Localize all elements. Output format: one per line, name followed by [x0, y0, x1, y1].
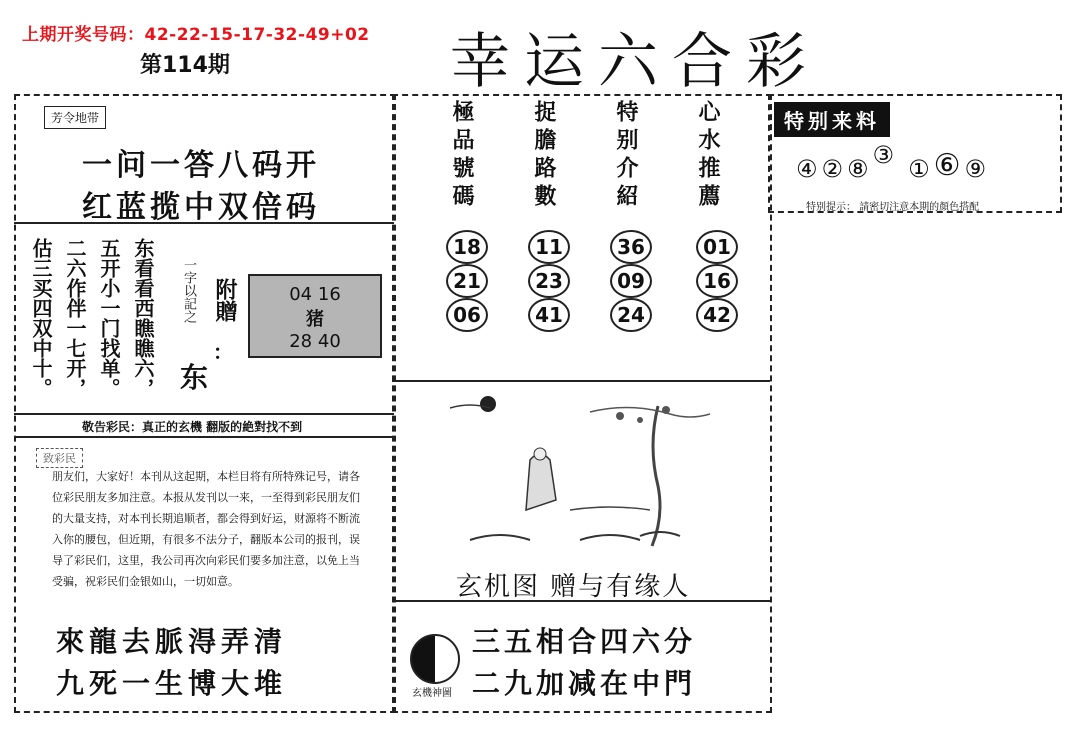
number-col-3 — [610, 230, 652, 332]
divider — [392, 380, 770, 382]
poem-col-4: 东看看西瞧瞧六， — [131, 238, 155, 398]
number-circle: 16 — [696, 264, 738, 298]
divider — [14, 413, 394, 415]
notice-stamp: 致彩民 — [36, 448, 83, 468]
bonus-char: 东 — [180, 361, 209, 394]
verse-1: 三五相合四六分 — [472, 625, 697, 658]
hint-text: 請密切注意本期的顏色搭配 — [859, 202, 980, 213]
divider — [14, 222, 394, 224]
number-circle: 18 — [446, 230, 488, 264]
poem-col-2: 二六作伴一七开， — [63, 238, 87, 398]
number-circle: 01 — [696, 230, 738, 264]
heading-col-1: 極品號碼 — [449, 100, 474, 212]
issue-number: 第114期 — [140, 53, 230, 78]
gift-row-1: 04 16 — [289, 284, 341, 305]
circled-number: ⑧ — [847, 155, 869, 183]
number-circle: 21 — [446, 264, 488, 298]
number-circle: 24 — [610, 298, 652, 332]
last-draw-label: 上期开奖号码： — [22, 25, 145, 45]
notice-paragraph: 朋友们，大家好！本刊从这起期，本栏目将有所特殊记号，请各位彩民朋友多加注意。本报从发刊以一来，一至得到彩民朋友们的大量支持，对本刊长期追顺者，都会得到好运，财源将不断流入你的腰包，但近期，有很多不法分子，翻版本公司的报刊，误导了彩民们，这里，我公司再次向彩民们要多加注意，以免上当受骗，祝彩民们金银如山，一切如意。 — [52, 470, 360, 588]
bottom-line-2: 九死一生博大堆 — [56, 667, 288, 700]
special-label: 特别来料 — [774, 102, 890, 137]
gift-row-2: 28 40 — [289, 331, 341, 352]
ink-painting — [430, 390, 730, 560]
number-circle: 23 — [528, 264, 570, 298]
bonus-label: 附贈 — [212, 278, 238, 322]
circled-number: ④ — [796, 155, 818, 183]
number-col-4 — [696, 230, 738, 332]
circled-number: ⑨ — [964, 155, 986, 183]
image-caption: 玄机图 赠与有缘人 — [456, 572, 691, 602]
last-draw-numbers: 42-22-15-17-32-49+02 — [144, 25, 370, 45]
heading-col-3: 特别介紹 — [613, 100, 638, 212]
hint — [806, 198, 979, 213]
heading-col-2: 捉膽路數 — [531, 100, 556, 212]
bonus-colon: ： — [213, 340, 233, 364]
notice-text: 敬告彩民：真正的玄機 翻版的絶對找不到 — [82, 420, 303, 434]
circled-numbers — [796, 141, 986, 183]
headline-line2: 红蓝揽中双倍码 — [82, 190, 320, 225]
number-circle: 11 — [528, 230, 570, 264]
gift-box — [248, 274, 382, 358]
hint-label: 特别提示： — [806, 202, 856, 213]
divider — [392, 600, 770, 602]
poem-col-1: 估三买四双中十。 — [29, 238, 53, 398]
heading-col-4: 心水推薦 — [695, 100, 720, 212]
number-circle: 36 — [610, 230, 652, 264]
side-note: 一字以記之 — [181, 258, 196, 323]
circled-number: ① — [908, 155, 930, 183]
moon-icon — [480, 396, 496, 412]
yin-yang-icon — [410, 634, 460, 684]
number-circle: 42 — [696, 298, 738, 332]
divider — [14, 436, 394, 438]
yin-yang-text: 玄機神圖 — [412, 688, 452, 699]
number-circle: 09 — [610, 264, 652, 298]
last-draw — [22, 20, 370, 45]
number-circle: 41 — [528, 298, 570, 332]
circled-number: ② — [821, 155, 844, 183]
circled-number: ③ — [872, 141, 895, 169]
number-col-1 — [446, 230, 488, 332]
poem-col-3: 五开小一门找单。 — [97, 238, 121, 398]
page-title: 幸运六合彩 — [450, 27, 820, 97]
bottom-line-1: 來龍去脈淂弄清 — [56, 625, 288, 658]
gift-mid: 猪 — [306, 309, 324, 330]
number-col-2 — [528, 230, 570, 332]
number-circle: 06 — [446, 298, 488, 332]
stamp-label: 芳令地带 — [44, 106, 106, 129]
headline-line1: 一问一答八码开 — [82, 148, 320, 183]
circled-number: ⑥ — [933, 148, 961, 183]
verse-2: 二九加减在中門 — [472, 667, 697, 700]
